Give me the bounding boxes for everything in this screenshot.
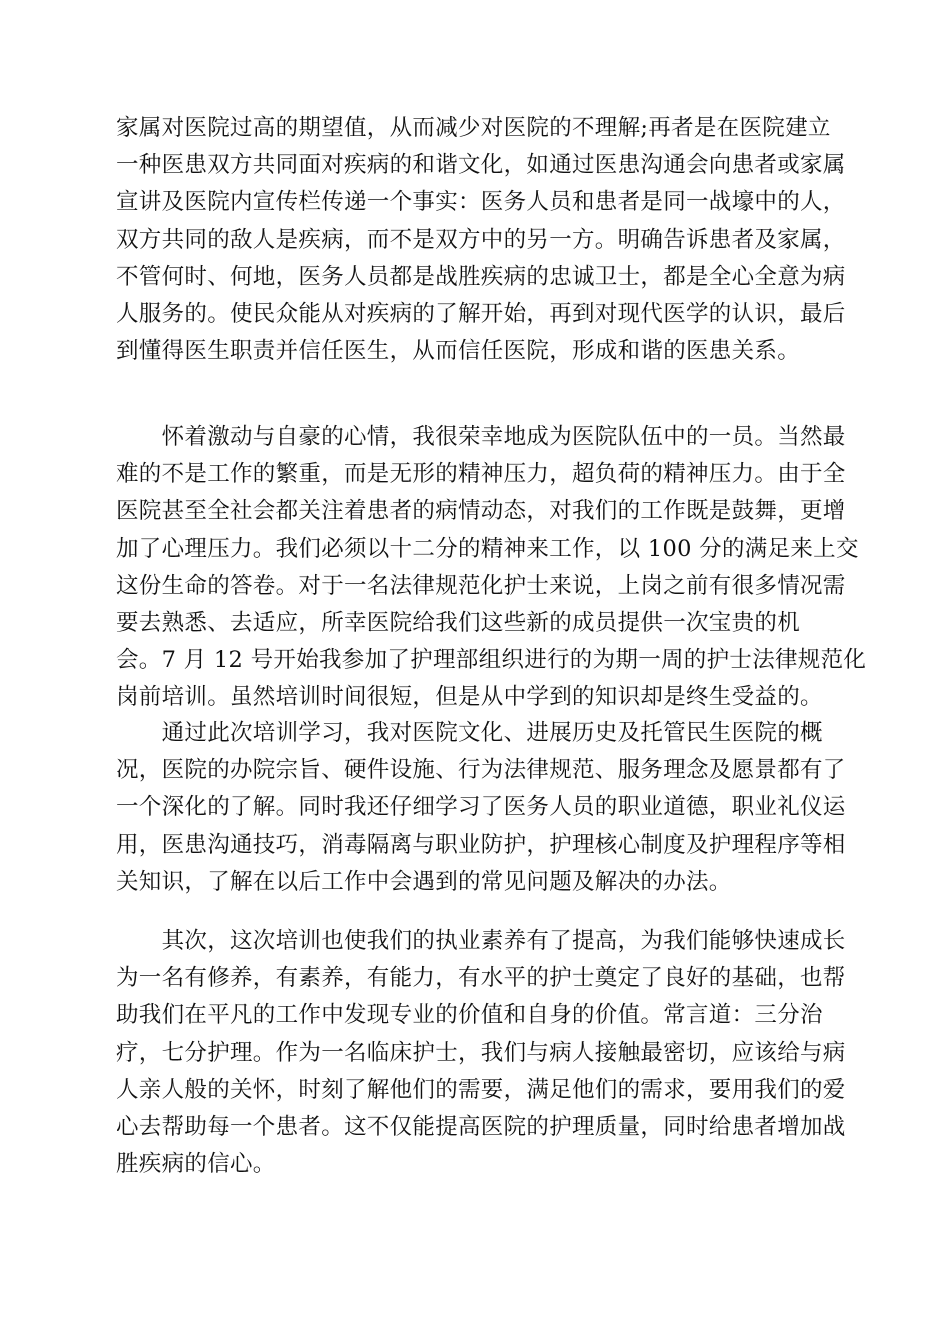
paragraph-2: [116, 419, 867, 717]
text-line: 医院甚至全社会都关注着患者的病情动态，对我们的工作既是鼓舞，更增: [116, 498, 846, 525]
text-line: 会。7 月 12 号开始我参加了护理部组织进行的为期一周的护士法律规范化: [116, 647, 867, 674]
text-line: 其次，这次培训也使我们的执业素养有了提高，为我们能够快速成长: [116, 928, 846, 954]
text-line: 一个深化的了解。同时我还仔细学习了医务人员的职业道德，职业礼仪运: [116, 794, 846, 821]
text-line: 岗前培训。虽然培训时间很短，但是从中学到的知识却是终生受益的。: [116, 684, 823, 711]
text-line: 不管何时、何地，医务人员都是战胜疾病的忠诚卫士，都是全心全意为病: [116, 263, 846, 290]
text-line: 通过此次培训学习，我对医院文化、进展历史及托管民生医院的概: [116, 720, 823, 746]
text-line: 到懂得医生职责并信任医生，从而信任医院，形成和谐的医患关系。: [116, 338, 801, 365]
text-line: 胜疾病的信心。: [116, 1151, 276, 1178]
text-line: 助我们在平凡的工作中发现专业的价值和自身的价值。常言道：三分治: [116, 1002, 823, 1029]
text-line: 宣讲及医院内宣传栏传递一个事实：医务人员和患者是同一战壕中的人，: [116, 189, 846, 216]
text-line: 加了心理压力。我们必须以十二分的精神来工作，以 100 分的满足来上交: [116, 535, 859, 562]
text-line: 况，医院的办院宗旨、硬件设施、行为法律规范、服务理念及愿景都有了: [116, 757, 846, 784]
text-line: 疗，七分护理。作为一名临床护士，我们与病人接触最密切，应该给与病: [116, 1039, 846, 1066]
text-line: 心去帮助每一个患者。这不仅能提高医院的护理质量，同时给患者增加战: [116, 1113, 846, 1140]
text-line: 怀着激动与自豪的心情，我很荣幸地成为医院队伍中的一员。当然最: [116, 424, 846, 450]
text-line: 人亲人般的关怀，时刻了解他们的需要，满足他们的需求，要用我们的爱: [116, 1076, 846, 1103]
paragraph-3: [116, 715, 846, 901]
text-line: 难的不是工作的繁重，而是无形的精神压力，超负荷的精神压力。由于全: [116, 461, 846, 488]
text-line: 为一名有修养，有素养，有能力，有水平的护士奠定了良好的基础，也帮: [116, 965, 846, 992]
paragraph-1: [116, 110, 846, 370]
text-line: 双方共同的敌人是疾病，而不是双方中的另一方。明确告诉患者及家属，: [116, 226, 846, 253]
text-line: 家属对医院过高的期望值，从而减少对医院的不理解;再者是在医院建立: [116, 115, 831, 141]
text-line: 关知识，了解在以后工作中会遇到的常见问题及解决的办法。: [116, 868, 732, 895]
text-line: 人服务的。使民众能从对疾病的了解开始，再到对现代医学的认识，最后: [116, 300, 846, 327]
text-line: 用，医患沟通技巧，消毒隔离与职业防护，护理核心制度及护理程序等相: [116, 831, 846, 858]
text-line: 要去熟悉、去适应，所幸医院给我们这些新的成员提供一次宝贵的机: [116, 609, 801, 636]
paragraph-4: [116, 923, 846, 1183]
text-line: 一种医患双方共同面对疾病的和谐文化，如通过医患沟通会向患者或家属: [116, 152, 846, 179]
text-line: 这份生命的答卷。对于一名法律规范化护士来说，上岗之前有很多情况需: [116, 572, 846, 599]
